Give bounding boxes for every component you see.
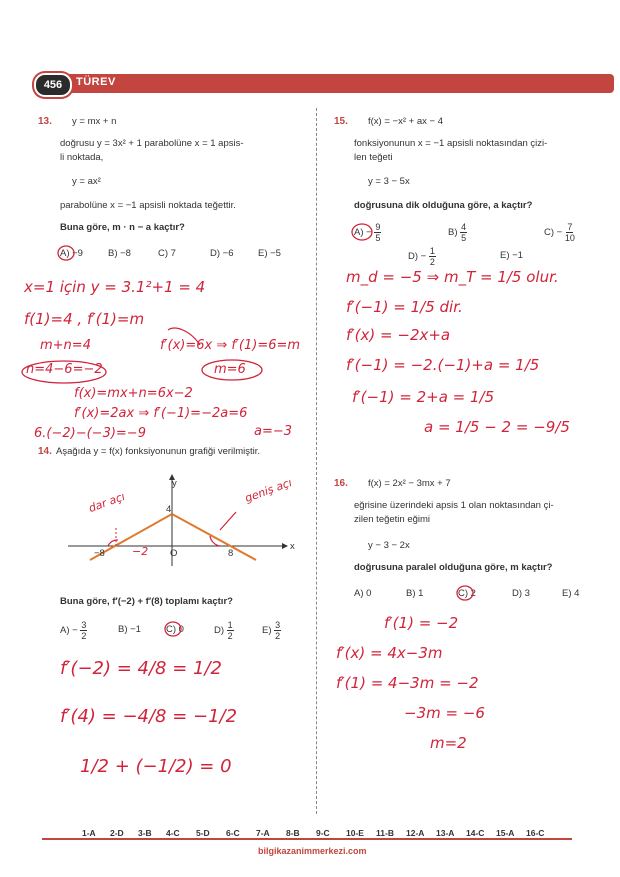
- page-header: [0, 68, 615, 98]
- answer-key-2: 2-D: [110, 828, 124, 838]
- q13-line1: y = mx + n: [72, 116, 117, 127]
- q15-option-a[interactable]: A) − $\frac{9}{5}$: [354, 222, 381, 243]
- hw-q15-line4: f′(−1) = −2.(−1)+a = 1/5: [346, 356, 540, 374]
- q15-line1: f(x) = −x² + ax − 4: [368, 116, 443, 127]
- q15-option-d[interactable]: D) − $\frac{1}{2}$: [408, 246, 435, 267]
- graph-label-minus2: −2: [132, 545, 149, 558]
- q13-option-d[interactable]: D) −6: [210, 248, 234, 259]
- q14-question: Buna göre, f′(−2) + f′(8) toplamı kaçtır?: [60, 596, 233, 607]
- q16-number: 16.: [334, 478, 348, 489]
- graph-label-origin: O: [170, 548, 178, 559]
- graph-label-minus8: −8: [94, 548, 105, 559]
- hw-q13-line4: n=4−6=−2: [26, 362, 103, 377]
- hw-q13-line1: x=1 için y = 3.1²+1 = 4: [24, 278, 206, 296]
- footer-line: [42, 838, 572, 840]
- footer-site[interactable]: bilgikazanimmerkezi.com: [258, 846, 367, 856]
- q15-number: 15.: [334, 116, 348, 127]
- q16-option-e[interactable]: E) 4: [562, 588, 580, 599]
- hw-q13-line5: f′(x)=6x ⇒ f′(1)=6=m: [160, 338, 301, 353]
- q13-line2: doğrusu y = 3x² + 1 parabolüne x = 1 apsis-: [60, 138, 244, 149]
- q15-question: doğrusuna dik olduğuna göre, a kaçtır?: [354, 200, 533, 211]
- answer-key-4: 4-C: [166, 828, 180, 838]
- hw-q16-line1: f′(1) = −2: [384, 614, 459, 632]
- hw-q14-line3: 1/2 + (−1/2) = 0: [80, 756, 232, 777]
- q15-option-e[interactable]: E) −1: [500, 250, 523, 261]
- hw-dar-aci: dar açı: [86, 489, 127, 516]
- hw-q16-line2: f′(x) = 4x−3m: [336, 644, 443, 662]
- answer-key-10: 10-E: [346, 828, 364, 838]
- q13-line4: y = ax²: [72, 176, 101, 187]
- q15-line3: len teğeti: [354, 152, 393, 163]
- q15-option-c[interactable]: C) − $\frac{7}{10}$: [544, 222, 575, 243]
- hw-q15-line1: m_d = −5 ⇒ m_T = 1/5 olur.: [346, 268, 559, 286]
- graph-label-8: 8: [228, 548, 234, 559]
- q16-option-b[interactable]: B) 1: [406, 588, 424, 599]
- graph-label-x: x: [290, 541, 295, 552]
- q16-question: doğrusuna paralel olduğuna göre, m kaçtır?: [354, 562, 553, 573]
- answer-key-12: 12-A: [406, 828, 425, 838]
- answer-key-11: 11-B: [376, 828, 394, 838]
- q16-line3: zilen teğetin eğimi: [354, 514, 431, 525]
- q16-option-c[interactable]: C) 2: [458, 588, 476, 599]
- hw-q13-line7: f(x)=mx+n=6x−2: [74, 386, 193, 401]
- hw-q15-line3: f′(x) = −2x+a: [346, 326, 451, 344]
- hw-q16-line3: f′(1) = 4−3m = −2: [336, 674, 479, 692]
- column-divider: [316, 108, 318, 814]
- q15-option-b[interactable]: B) $\frac{4}{5}$: [448, 222, 467, 243]
- hw-q14-line2: f′(4) = −4/8 = −1/2: [60, 706, 238, 727]
- hw-q15-line6: a = 1/5 − 2 = −9/5: [424, 418, 570, 436]
- q13-line3: li noktada,: [60, 152, 104, 163]
- hw-q13-line9: a=−3: [254, 424, 293, 439]
- q13-option-b[interactable]: B) −8: [108, 248, 131, 259]
- section-title: TÜREV: [76, 76, 116, 88]
- answer-key-13: 13-A: [436, 828, 455, 838]
- header-band: [42, 74, 614, 93]
- hw-q13-line2: f(1)=4 , f′(1)=m: [24, 310, 145, 328]
- q16-line1: f(x) = 2x² − 3mx + 7: [368, 478, 451, 489]
- hw-q13-line6: m=6: [214, 362, 246, 377]
- answer-key-15: 15-A: [496, 828, 515, 838]
- hw-q15-line5: f′(−1) = 2+a = 1/5: [352, 388, 495, 406]
- answer-key-1: 1-A: [82, 828, 96, 838]
- answer-key-7: 7-A: [256, 828, 270, 838]
- q16-line2: eğrisine üzerindeki apsis 1 olan noktasından çi-: [354, 500, 554, 511]
- q15-line4: y = 3 − 5x: [368, 176, 410, 187]
- q14-option-b[interactable]: B) −1: [118, 624, 141, 635]
- answer-key-14: 14-C: [466, 828, 485, 838]
- q16-option-d[interactable]: D) 3: [512, 588, 530, 599]
- answer-key-5: 5-D: [196, 828, 210, 838]
- q14-option-d[interactable]: D) $\frac{1}{2}$: [214, 620, 233, 641]
- graph-label-y: y: [172, 478, 177, 489]
- q15-line2: fonksiyonunun x = −1 apsisli noktasından çizi-: [354, 138, 548, 149]
- q14-text: Aşağıda y = f(x) fonksiyonunun grafiği verilmiştir.: [56, 446, 261, 457]
- q13-line5: parabolüne x = −1 apsisli noktada teğettir.: [60, 200, 236, 211]
- hw-q13-line10: 6.(−2)−(−3)=−9: [34, 426, 146, 441]
- hw-q15-line2: f′(−1) = 1/5 dir.: [346, 298, 463, 316]
- q14-number: 14.: [38, 446, 52, 457]
- q13-number: 13.: [38, 116, 52, 127]
- answer-key-9: 9-C: [316, 828, 330, 838]
- answer-key-8: 8-B: [286, 828, 300, 838]
- q16-line4: y − 3 − 2x: [368, 540, 410, 551]
- q13-option-e[interactable]: E) −5: [258, 248, 281, 259]
- q14-option-c[interactable]: C) 0: [166, 624, 184, 635]
- hw-q13-line3: m+n=4: [40, 338, 91, 353]
- hw-q16-line5: m=2: [430, 734, 467, 752]
- answer-key-3: 3-B: [138, 828, 152, 838]
- q14-option-e[interactable]: E) $\frac{3}{2}$: [262, 620, 281, 641]
- q13-option-c[interactable]: C) 7: [158, 248, 176, 259]
- answer-key-6: 6-C: [226, 828, 240, 838]
- q16-option-a[interactable]: A) 0: [354, 588, 372, 599]
- hw-q14-line1: f′(−2) = 4/8 = 1/2: [60, 658, 222, 679]
- graph-label-4: 4: [166, 504, 172, 515]
- hw-q16-line4: −3m = −6: [404, 704, 485, 722]
- hw-q13-line8: f′(x)=2ax ⇒ f′(−1)=−2a=6: [74, 406, 248, 421]
- hw-genis-aci: geniş açı: [243, 476, 294, 505]
- q13-question: Buna göre, m · n − a kaçtır?: [60, 222, 185, 233]
- page-number: 456: [34, 73, 72, 97]
- answer-key-16: 16-C: [526, 828, 545, 838]
- q14-option-a[interactable]: A) − $\frac{3}{2}$: [60, 620, 87, 641]
- q13-option-a[interactable]: A) −9: [60, 248, 83, 259]
